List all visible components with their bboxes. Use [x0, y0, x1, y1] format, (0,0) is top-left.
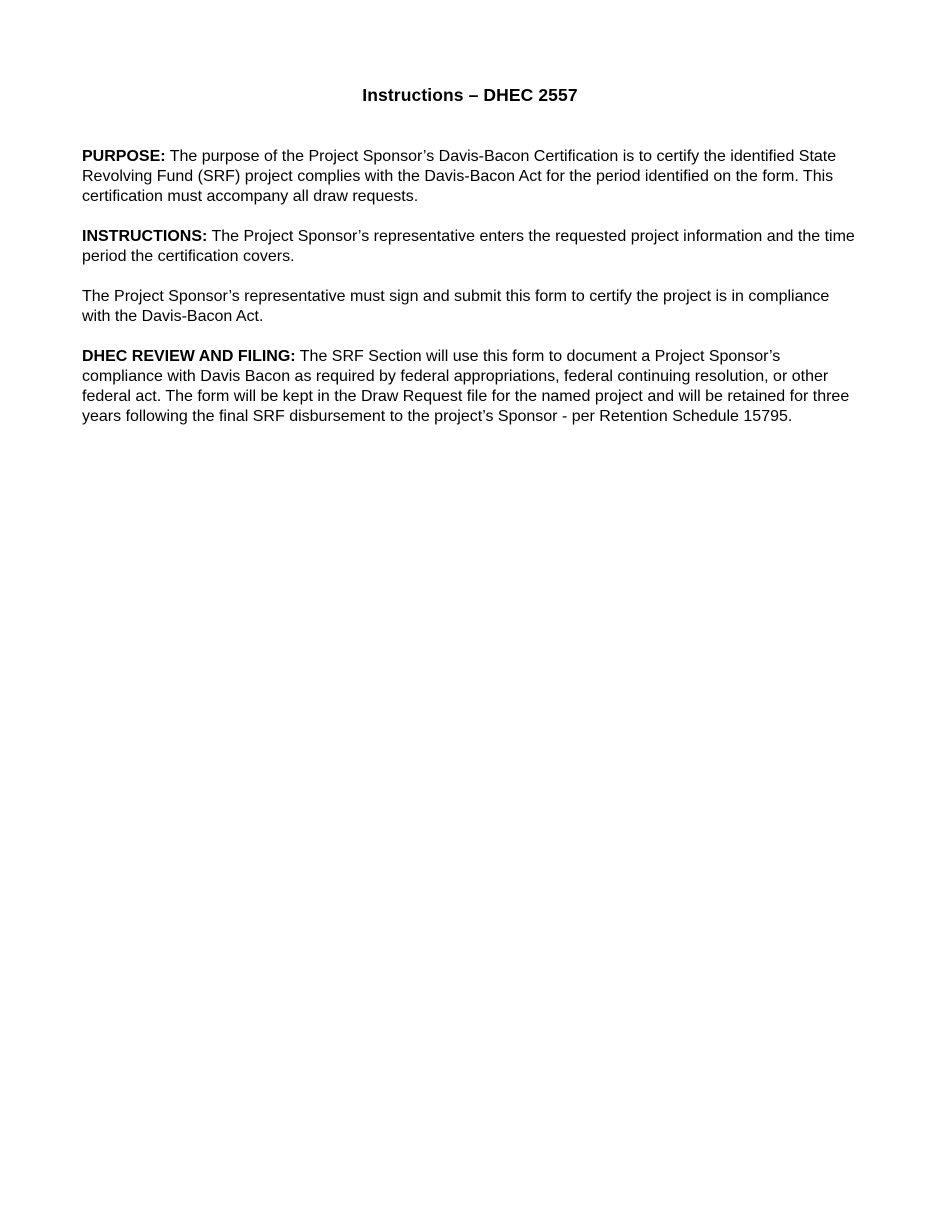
paragraph-purpose — [82, 105, 858, 207]
review-and-filing-label: DHEC REVIEW AND FILING: — [82, 348, 296, 365]
review-and-filing-body: The SRF Section will use this form to document a Project Sponsor’s compliance with Davis Bacon as required by federal appropriations, federal continuing resolution, or other federal act. The form will be kept in the Draw Request file for the named project and will be retained for three years following the final SRF disbursement to the project’s Sponsor - per Retention Schedule 15795. — [82, 348, 850, 425]
document-content — [82, 0, 858, 427]
paragraph-review-and-filing — [82, 327, 858, 427]
purpose-label: PURPOSE: — [82, 148, 166, 165]
instructions-label: INSTRUCTIONS: — [82, 228, 208, 245]
signature-body: The Project Sponsor’s representative must sign and submit this form to certify the project is in compliance with the Davis-Bacon Act. — [82, 288, 830, 325]
paragraph-signature — [82, 267, 858, 327]
page-title: Instructions – DHEC 2557 — [362, 85, 578, 105]
instructions-body: The Project Sponsor’s representative enters the requested project information and the time period the certification covers. — [82, 228, 855, 265]
purpose-body: The purpose of the Project Sponsor’s Davis-Bacon Certification is to certify the identified State Revolving Fund (SRF) project complies with the Davis-Bacon Act for the period identified on the form. This certification must accompany all draw requests. — [82, 148, 837, 205]
paragraph-instructions — [82, 207, 858, 267]
